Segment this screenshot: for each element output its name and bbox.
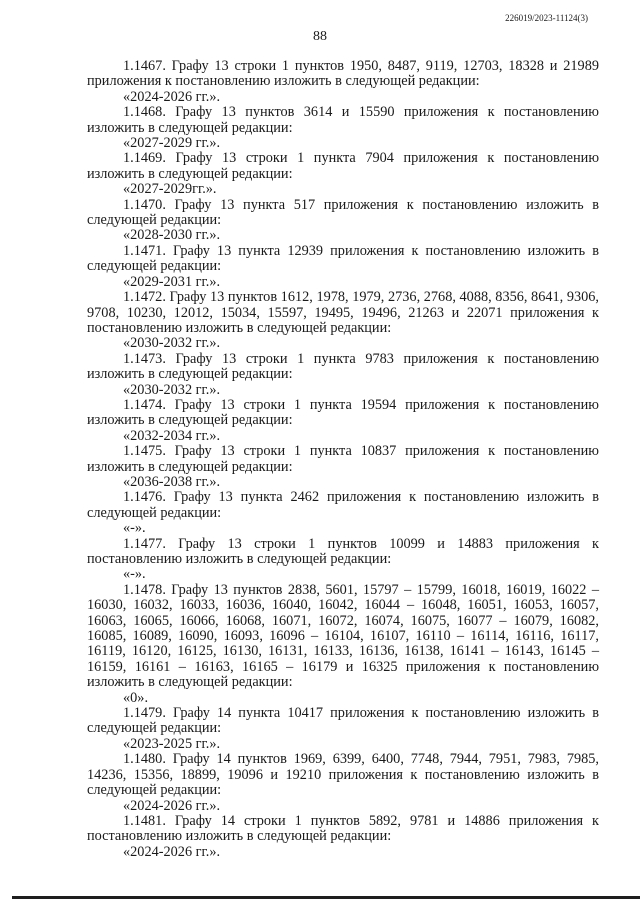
document-body <box>87 59 599 860</box>
amendment-text: 1.1472. Графу 13 пунктов 1612, 1978, 1979, 2736, 2768, 4088, 8356, 8641, 9306, 9708, 10230, 12012, 15034, 15597, 19495, 19496, 21263 и 22071 приложения к постановлению изложить в следующей редакции: <box>87 289 599 336</box>
amendment-text: 1.1470. Графу 13 пункта 517 приложения к постановлению изложить в следующей редакции: <box>87 196 599 229</box>
amendment-value: «2027-2029гг.». <box>123 181 217 198</box>
amendment-text: 1.1471. Графу 13 пункта 12939 приложения к постановлению изложить в следующей редакции: <box>87 242 599 275</box>
amendment-text: 1.1478. Графу 13 пунктов 2838, 5601, 15797 – 15799, 16018, 16019, 16022 – 16030, 16032, 16033, 16036, 16040, 16042, 16044 – 16048, 16051, 16053, 16057, 16063, 16065, 16066, 16068, 16071, 16072, 16074, 16075, 16077 – 16079, 16082, 16085, 16089, 16090, 16093, 16096 – 16104, 16107, 16110 – 16114, 16116, 16117, 16119, 16120, 16125, 16130, 16131, 16133, 16136, 16138, 16141 – 16143, 16145 – 16159, 16161 – 16163, 16165 – 16179 и 16325 приложения к постановлению изложить в следующей редакции: <box>87 581 599 691</box>
amendment-text: 1.1474. Графу 13 строки 1 пункта 19594 приложения к постановлению изложить в следующей редакции: <box>87 396 599 429</box>
amendment-text: 1.1468. Графу 13 пунктов 3614 и 15590 приложения к постановлению изложить в следующей редакции: <box>87 104 599 136</box>
amendment-value: «2029-2031 гг.». <box>123 273 221 290</box>
amendment-text: 1.1481. Графу 14 строки 1 пунктов 5892, 9781 и 14886 приложения к постановлению изложить в следующей редакции: <box>87 812 599 845</box>
amendment-text: 1.1475. Графу 13 строки 1 пункта 10837 приложения к постановлению изложить в следующей редакции: <box>87 443 599 475</box>
amendment-value: «2024-2026 гг.». <box>123 88 221 105</box>
amendment-text: 1.1467. Графу 13 строки 1 пунктов 1950, 8487, 9119, 12703, 18328 и 21989 приложения к постановлению изложить в следующей редакции: <box>87 58 599 90</box>
amendment-text: 1.1476. Графу 13 пункта 2462 приложения к постановлению изложить в следующей редакции: <box>87 489 599 521</box>
amendment-value: «2024-2026 гг.». <box>123 843 221 860</box>
amendment-value: «2032-2034 гг.». <box>123 427 221 444</box>
amendment-text: 1.1477. Графу 13 строки 1 пунктов 10099 и 14883 приложения к постановлению изложить в следующей редакции: <box>87 535 599 567</box>
amendment-value: «2030-2032 гг.». <box>123 381 221 398</box>
amendment-value: «2028-2030 гг.». <box>123 227 221 244</box>
amendment-value: «0». <box>123 689 149 706</box>
scan-edge-line <box>12 896 640 899</box>
amendment-value: «2024-2026 гг.». <box>123 797 221 814</box>
amendment-text: 1.1480. Графу 14 пунктов 1969, 6399, 6400, 7748, 7944, 7951, 7983, 7985, 14236, 15356, 18899, 19096 и 19210 приложения к постановлению изложить в следующей редакции: <box>87 751 599 799</box>
amendment-value: «-». <box>123 566 146 583</box>
amendment-text: 1.1479. Графу 14 пункта 10417 приложения к постановлению изложить в следующей редакции: <box>87 705 599 737</box>
amendment-value: «2036-2038 гг.». <box>123 473 221 490</box>
amendment-value: «-». <box>123 520 146 537</box>
page-number: 88 <box>313 29 327 44</box>
document-code: 226019/2023-11124(3) <box>505 13 588 23</box>
amendment-text: 1.1473. Графу 13 строки 1 пункта 9783 приложения к постановлению изложить в следующей редакции: <box>87 350 599 383</box>
amendment-text: 1.1469. Графу 13 строки 1 пункта 7904 приложения к постановлению изложить в следующей редакции: <box>87 150 599 182</box>
amendment-value: «2027-2029 гг.». <box>123 135 221 152</box>
amendment-value: «2023-2025 гг.». <box>123 735 221 752</box>
amendment-value: «2030-2032 гг.». <box>123 335 221 352</box>
